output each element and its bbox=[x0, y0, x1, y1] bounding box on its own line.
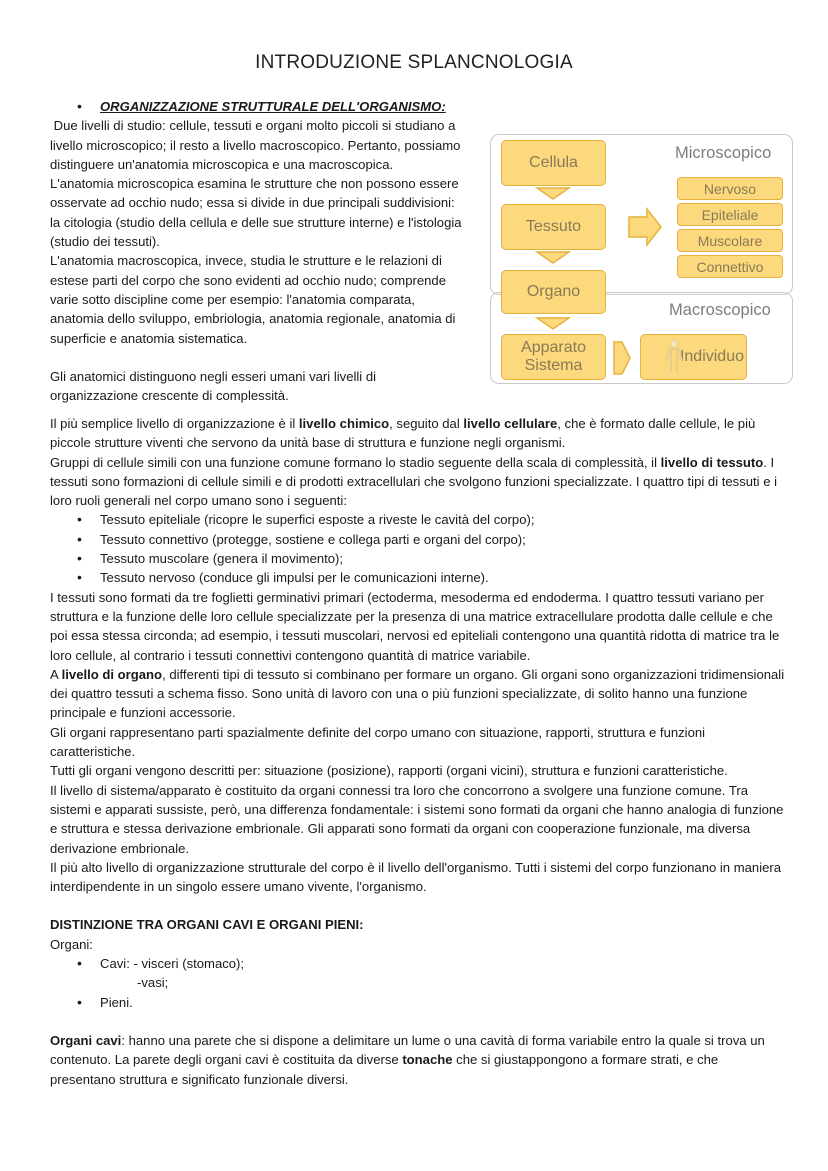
list-item-pieni: • Pieni. bbox=[50, 993, 785, 1012]
list-item: • Tessuto muscolare (genera il movimento); bbox=[50, 549, 785, 568]
section-heading-organizzazione bbox=[50, 97, 465, 116]
box-nervoso: Nervoso bbox=[677, 177, 783, 200]
arrow-right-icon bbox=[627, 207, 663, 247]
paragraph-livelli: Due livelli di studio: cellule, tessuti e organi molto piccoli si studiano a livello microscopico; il resto a livello macroscopico. Pertanto, possiamo distinguere un'anatomia microscopica e una macroscopica. bbox=[50, 118, 465, 172]
term-livello-chimico: livello chimico bbox=[298, 416, 390, 431]
arrow-down-icon bbox=[535, 250, 571, 265]
microscopico-label: Microscopico bbox=[675, 144, 772, 162]
box-individuo: Individuo bbox=[640, 334, 747, 380]
paragraph-foglietti: I tessuti sono formati da tre foglietti germinativi primari (ectoderma, mesoderma ed endoderma. I quattro tessuti variano per struttura e la funzione delle loro cellule specializzate per la presenza di una matrice extracellulare prodotta dalle cellule e che poi essa stessa circonda; ad esempio, i tessuti muscolari, nervosi ed epiteliali contengono una quantità ridotta di matrice tra le loro cellule, al contrario i tessuti connettivi contengono quantità di matrice variabile. bbox=[50, 589, 780, 663]
paragraph-organi-parti: Gli organi rappresentano parti spazialmente definite del corpo umano con situazione, rapporti, struttura e funzioni caratteristiche. bbox=[50, 724, 706, 760]
box-tessuto: Tessuto bbox=[501, 204, 606, 250]
organi-intro: Organi: bbox=[50, 936, 93, 952]
list-subitem-vasi: -vasi; bbox=[137, 975, 169, 991]
arrow-down-icon bbox=[535, 186, 571, 201]
list-item: • Tessuto epiteliale (ricopre le superfici esposte a riveste le cavità del corpo); bbox=[50, 510, 785, 529]
heading-text: ORGANIZZAZIONE STRUTTURALE DELL'ORGANISMO: bbox=[100, 99, 446, 114]
box-connettivo: Connettivo bbox=[677, 255, 783, 278]
paragraph-organi-cavi: Organi cavi: hanno una parete che si dispone a delimitare un lume o una cavità di forma variabile entro la quale si trova un contenuto. La parete degli organi cavi è costituita da diverse tonache che si giustappongono a formare strati, e che presentano struttura e significato funzionale diversi. bbox=[50, 1032, 765, 1087]
paragraph-livello-chimico: Il più semplice livello di organizzazione è il livello chimico, seguito dal livello cellulare, che è formato dalle cellule, le più piccole strutture viventi che servono da unità base di struttura e funzione negli organismi. bbox=[50, 416, 756, 451]
section-organizzazione bbox=[50, 97, 465, 405]
box-epiteliale: Epiteliale bbox=[677, 203, 783, 226]
list-item: • Tessuto connettivo (protegge, sostiene e collega parti e organi del corpo); bbox=[50, 530, 785, 549]
paragraph-sistema-apparato: Il livello di sistema/apparato è costituito da organi connessi tra loro che concorrono a svolgere una funzione comune. Tra sistemi e apparati sussiste, però, una differenza fondamentale: i sistemi sono formati da organi che hanno analogia di funzione e struttura e stessa derivazione embrionale. Gli apparati sono formati da organi con cooperazione funzionale, ma diversa derivazione embrionale. bbox=[50, 782, 784, 856]
paragraph-livello-tessuto: Gruppi di cellule simili con una funzione comune formano lo stadio seguente della scala di complessità, il livello di tessuto. I tessuti sono formazioni di cellule simili e di prodotti extracellulari che svolgono funzioni specializzate. I quattro tipi di tessuti e i loro ruoli generali nel corpo umano sono i seguenti: bbox=[50, 454, 778, 509]
box-cellula: Cellula bbox=[501, 140, 606, 186]
box-apparato-sistema: Apparato Sistema bbox=[501, 334, 606, 380]
term-livello-organo: livello di organo bbox=[61, 666, 163, 682]
page-title: INTRODUZIONE SPLANCNOLOGIA bbox=[255, 52, 573, 73]
paragraph-livello-organo: A livello di organo, differenti tipi di tessuto si combinano per formare un organo. Gli organi sono organizzazioni tridimensionali dei quattro tessuti a schema fisso. Sono unità di lavoro con una o più funzioni specializzate, di solito hanno una funzione principale e funzioni accessorie. bbox=[50, 666, 785, 721]
box-muscolare: Muscolare bbox=[677, 229, 783, 252]
arrow-down-icon bbox=[535, 316, 571, 331]
paragraph-organi-descritti: Tutti gli organi vengono descritti per: situazione (posizione), rapporti (organi vicini), struttura e funzioni caratteristiche. bbox=[50, 763, 728, 779]
term-organi-cavi: Organi cavi bbox=[50, 1032, 122, 1048]
macroscopico-label: Macroscopico bbox=[669, 301, 771, 319]
paragraph-organismo: Il più alto livello di organizzazione strutturale del corpo è il livello dell'organismo. Tutti i sistemi del corpo funzionano in maniera interdipendente in un singolo essere umano vivente, l'organismo. bbox=[50, 859, 782, 895]
paragraph-livelli-organizzazione: Gli anatomici distinguono negli esseri umani vari livelli di organizzazione crescente di complessità. bbox=[50, 368, 377, 404]
list-item-cavi: • Cavi: - visceri (stomaco); bbox=[50, 954, 785, 973]
chevron-right-icon bbox=[612, 340, 632, 376]
term-livello-cellulare: livello cellulare bbox=[463, 416, 558, 431]
paragraph-microscopica: L'anatomia microscopica esamina le strutture che non possono essere osservate ad occhio nudo; essa si divide in due principali suddivisioni: la citologia (studio della cellula e delle sue strutture interne) e l'istologia (studio dei tessuti). bbox=[50, 176, 462, 250]
list-item: • Tessuto nervoso (conduce gli impulsi per le comunicazioni interne). bbox=[50, 568, 785, 587]
paragraph-macroscopica: L'anatomia macroscopica, invece, studia le strutture e le relazioni di estese parti del corpo che sono evidenti ad occhio nudo; comprende varie sotto discipline come per esempio: l'anatomia comparata, anatomia dello sviluppo, embriologia, anatomia regionale, anatomia di superficie e anatomia sistematica. bbox=[50, 253, 456, 346]
levels-diagram bbox=[490, 134, 794, 385]
human-figure-icon bbox=[663, 339, 685, 375]
term-livello-tessuto: livello di tessuto bbox=[660, 454, 764, 470]
term-tonache: tonache bbox=[402, 1052, 453, 1068]
section-heading-organi: DISTINZIONE TRA ORGANI CAVI E ORGANI PIENI: bbox=[50, 917, 364, 933]
main-body bbox=[50, 414, 785, 1089]
box-organo: Organo bbox=[501, 270, 606, 314]
